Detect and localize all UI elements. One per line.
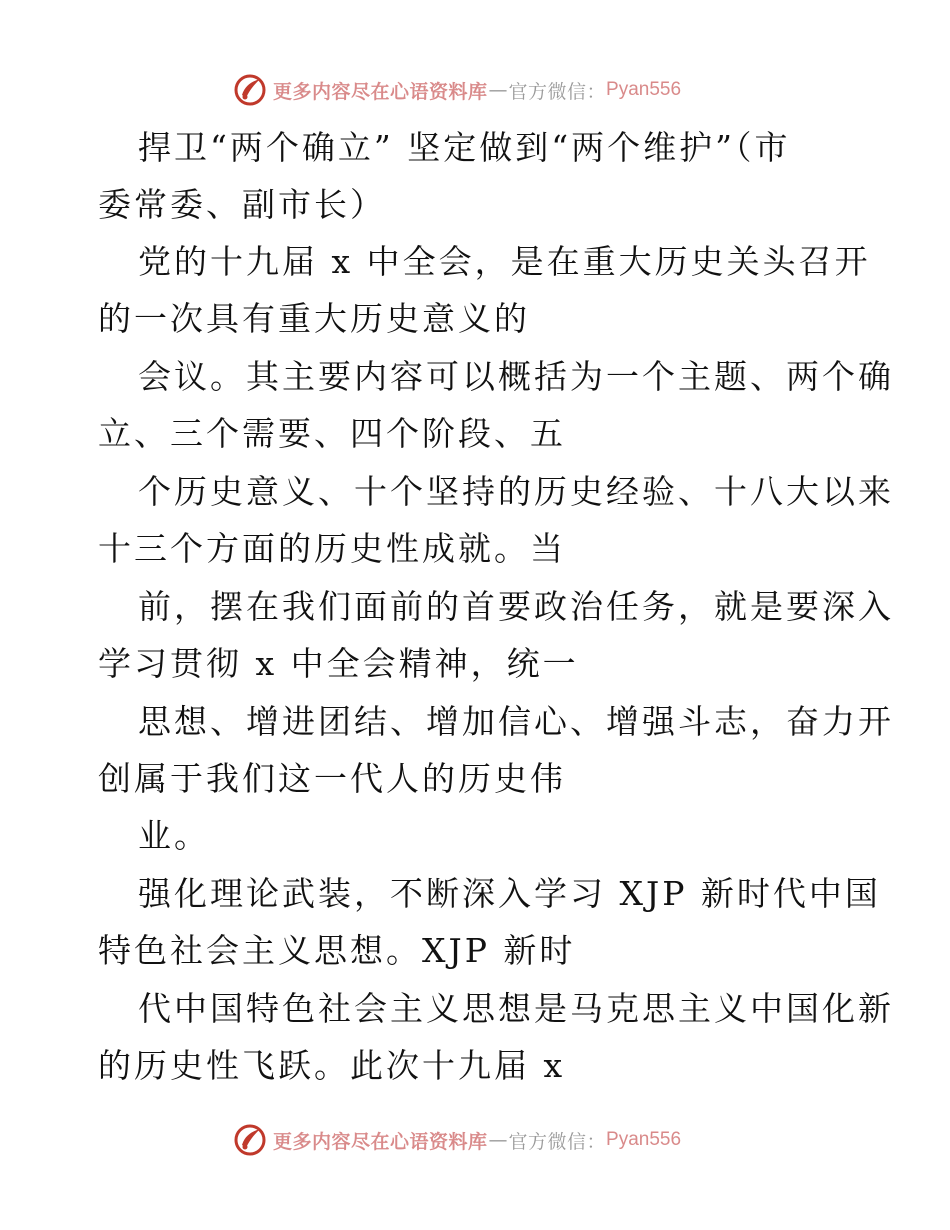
text-line: 特色社会主义思想。XJP 新时 (98, 931, 576, 970)
text-line: 思想、增进团结、增加信心、增强斗志，奋力开 (138, 702, 894, 741)
banner-site-name: 更多内容尽在心语资料库 (273, 1130, 488, 1153)
banner-site-name: 更多内容尽在心语资料库 (273, 80, 488, 103)
text-line: 前，摆在我们面前的首要政治任务，就是要深入 (138, 587, 894, 626)
text-line: 创属于我们这一代人的历史伟 (98, 759, 566, 798)
text-line: 学习贯彻 x 中全会精神，统一 (98, 644, 579, 683)
text-line: 代中国特色社会主义思想是马克思主义中国化新 (138, 989, 894, 1028)
banner-wechat-label: 官方微信： (508, 80, 607, 103)
text-line: 业。 (138, 816, 210, 855)
text-line: 个历史意义、十个坚持的历史经验、十八大以来 (138, 472, 894, 511)
brand-logo-icon (233, 1123, 267, 1157)
text-line: 会议。其主要内容可以概括为一个主题、两个确 (138, 357, 894, 396)
text-line: 的历史性飞跃。此次十九届 x (98, 1046, 566, 1085)
banner-wechat-label: 官方微信： (508, 1130, 607, 1153)
text-line: 党的十九届 x 中全会，是在重大历史关头召开 (138, 242, 871, 281)
banner-separator: — (488, 79, 508, 101)
text-line: 强化理论武装，不断深入学习 XJP 新时代中国 (138, 874, 881, 913)
text-line: 十三个方面的历史性成就。当 (98, 529, 566, 568)
text-line: 立、三个需要、四个阶段、五 (98, 414, 566, 453)
banner-wechat-id: Pyan556 (606, 79, 682, 100)
text-line: 的一次具有重大历史意义的 (98, 299, 530, 338)
text-line: 捍卫“两个确立” 坚定做到“两个维护”（市 (138, 128, 791, 167)
footer-banner (233, 1122, 681, 1158)
header-banner (233, 72, 681, 108)
text-line: 委常委、副市长） (98, 185, 386, 224)
banner-wechat-id: Pyan556 (606, 1129, 682, 1150)
banner-separator: — (488, 1129, 508, 1151)
brand-logo-icon (233, 73, 267, 107)
